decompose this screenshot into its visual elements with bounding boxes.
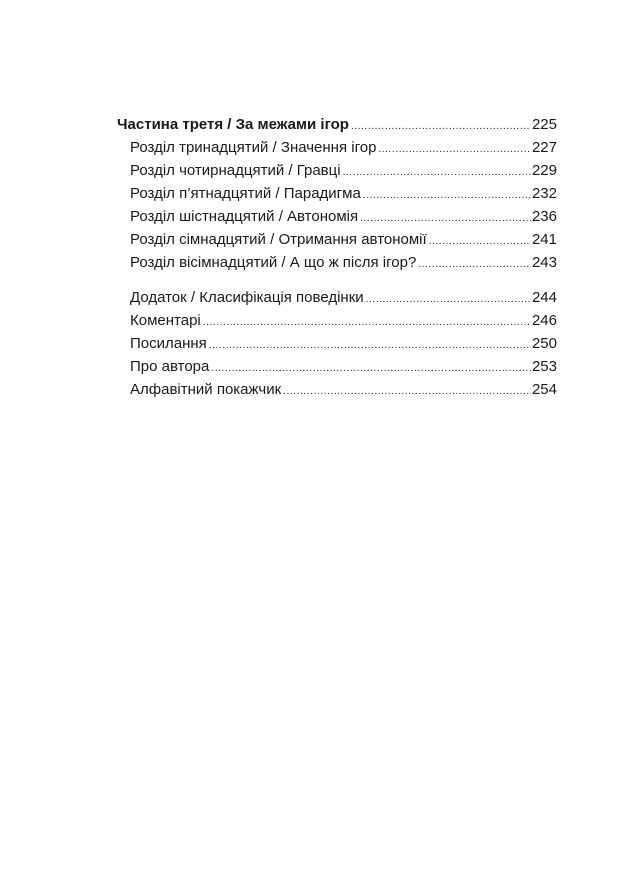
toc-entry-title: Посилання: [130, 335, 207, 352]
toc-chapter-entry: [117, 159, 557, 182]
toc-entry-title: Додаток / Класифікація поведінки: [130, 289, 364, 306]
dot-leader: [360, 207, 531, 230]
dot-leader: [351, 115, 531, 138]
toc-entry-page: 232: [531, 185, 557, 202]
toc-entry-title: Про автора: [130, 358, 210, 375]
toc-entry-page: 241: [531, 231, 557, 248]
toc-entry-page: 225: [531, 116, 557, 133]
toc-entry-title: Розділ шістнадцятий / Автономія: [130, 208, 359, 225]
toc-entry-title: Алфавітний покажчик: [130, 381, 282, 398]
toc-entry-title: Частина третя / За межами ігор: [117, 116, 349, 133]
dot-leader: [343, 161, 531, 184]
toc-appendix-entry: [117, 355, 557, 378]
toc-entry-page: 243: [531, 254, 557, 271]
toc-entry-title: Розділ чотирнадцятий / Гравці: [130, 162, 341, 179]
toc-chapter-entry: [117, 251, 557, 274]
dot-leader: [366, 288, 531, 311]
dot-leader: [203, 311, 531, 334]
toc-entry-page: 236: [531, 208, 557, 225]
table-of-contents: [117, 113, 557, 401]
toc-appendix-entry: [117, 309, 557, 332]
toc-entry-page: 246: [531, 312, 557, 329]
toc-chapter-entry: [117, 182, 557, 205]
dot-leader: [211, 357, 531, 380]
dot-leader: [429, 230, 531, 253]
toc-entry-page: 253: [531, 358, 557, 375]
toc-entry-title: Розділ вісімнадцятий / А що ж після ігор?: [130, 254, 417, 271]
dot-leader: [283, 380, 531, 403]
toc-appendix-entry: [117, 286, 557, 309]
toc-chapter-entry: [117, 205, 557, 228]
toc-appendix-entry: [117, 332, 557, 355]
dot-leader: [209, 334, 531, 357]
toc-entry-title: Розділ п’ятнадцятий / Парадигма: [130, 185, 361, 202]
toc-part-entry: [117, 113, 557, 136]
toc-entry-page: 229: [531, 162, 557, 179]
toc-chapter-entry: [117, 136, 557, 159]
toc-entry-page: 244: [531, 289, 557, 306]
toc-entry-title: Розділ сімнадцятий / Отримання автономії: [130, 231, 427, 248]
toc-entry-page: 254: [531, 381, 557, 398]
toc-chapter-entry: [117, 228, 557, 251]
dot-leader: [378, 138, 531, 161]
toc-entry-title: Розділ тринадцятий / Значення ігор: [130, 139, 377, 156]
toc-entry-title: Коментарі: [130, 312, 201, 329]
dot-leader: [418, 253, 531, 276]
toc-entry-page: 250: [531, 335, 557, 352]
toc-entry-page: 227: [531, 139, 557, 156]
toc-appendix-entry: [117, 378, 557, 401]
dot-leader: [363, 184, 531, 207]
